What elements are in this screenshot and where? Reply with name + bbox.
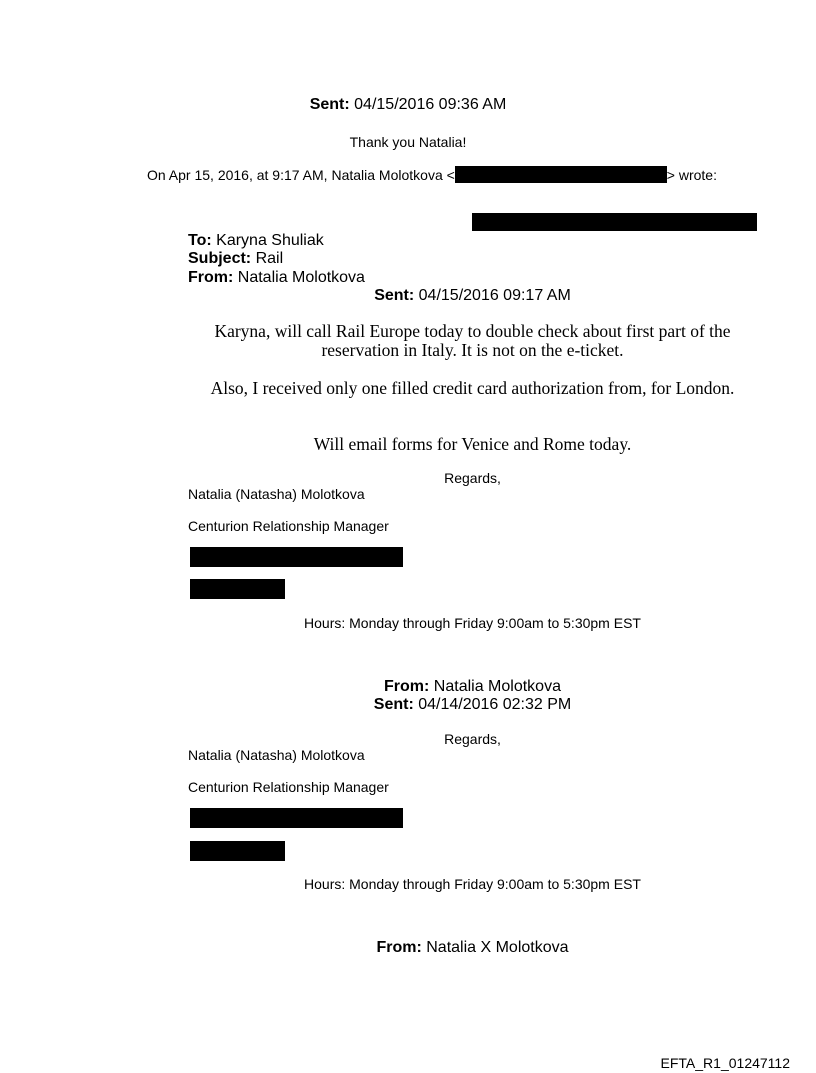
sent-value: 04/14/2016 02:32 PM (418, 696, 572, 713)
from-label: From: (376, 939, 422, 956)
redaction-email (455, 166, 667, 183)
signature-title: Centurion Relationship Manager (188, 779, 389, 795)
regards: Regards, (444, 470, 501, 486)
redaction-bar (190, 841, 285, 861)
quote-suffix: > wrote: (666, 167, 717, 183)
signature-name: Natalia (Natasha) Molotkova (188, 486, 365, 502)
message2-sent-line (185, 696, 760, 714)
hours: Hours: Monday through Friday 9:00am to 5:30pm EST (304, 615, 641, 631)
to-label: To: (188, 232, 212, 249)
bates-number: EFTA_R1_01247112 (660, 1055, 790, 1071)
to-value: Karyna Shuliak (216, 232, 324, 249)
quote-header (147, 166, 717, 183)
body-paragraph-2: Also, I received only one filled credit card authorization from, for London. (210, 378, 735, 398)
from-value: Natalia Molotkova (433, 678, 561, 695)
regards: Regards, (444, 731, 501, 747)
quote-prefix: On Apr 15, 2016, at 9:17 AM, Natalia Molotkova < (147, 167, 455, 183)
message1-sent-line (185, 287, 760, 305)
to-line (188, 232, 324, 250)
message2-from-line (185, 678, 760, 696)
from-label: From: (188, 269, 234, 286)
sent-label: Sent: (309, 96, 350, 113)
signature-title: Centurion Relationship Manager (188, 518, 389, 534)
sent-value: 04/15/2016 09:17 AM (418, 287, 571, 304)
sent-label: Sent: (374, 287, 415, 304)
hours: Hours: Monday through Friday 9:00am to 5:30pm EST (304, 876, 641, 892)
body-paragraph-3: Will email forms for Venice and Rome today. (313, 434, 632, 454)
redaction-bar (472, 213, 757, 231)
signature-name: Natalia (Natasha) Molotkova (188, 747, 365, 763)
redaction-bar (190, 579, 285, 599)
subject-line (188, 250, 283, 268)
redaction-bar (190, 808, 403, 828)
sent-label: Sent: (373, 696, 414, 713)
from-line (188, 269, 365, 287)
sent-value: 04/15/2016 09:36 AM (354, 96, 507, 113)
message3-from-line (185, 939, 760, 957)
subject-value: Rail (255, 250, 284, 267)
header-sent-line (0, 96, 816, 114)
redaction-bar (190, 547, 403, 567)
body-paragraph-1: Karyna, will call Rail Europe today to double check about first part of the reservation in Italy. It is not on the e-ticket. (214, 321, 731, 360)
from-value: Natalia X Molotkova (426, 939, 569, 956)
subject-label: Subject: (188, 250, 252, 267)
reply-text: Thank you Natalia! (349, 134, 467, 150)
from-value: Natalia Molotkova (237, 269, 365, 286)
from-label: From: (384, 678, 430, 695)
